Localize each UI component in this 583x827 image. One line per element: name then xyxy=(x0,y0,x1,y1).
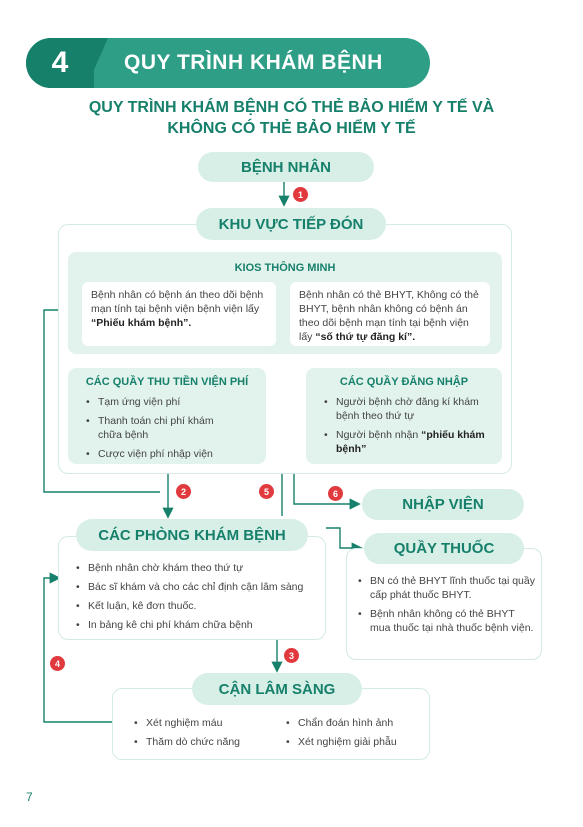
step-badge-6: 6 xyxy=(328,486,343,501)
section-title: QUY TRÌNH KHÁM BỆNH xyxy=(124,51,383,74)
node-benh-nhan: BỆNH NHÂN xyxy=(198,152,374,182)
list-item: • Tạm ứng viện phí xyxy=(84,395,256,409)
node-quay-thuoc: QUẦY THUỐC xyxy=(364,533,524,564)
can-lam-sang-col-1 xyxy=(132,716,272,754)
quay-thu-tien-list xyxy=(84,395,256,466)
list-item xyxy=(322,428,494,456)
list-item: • In bảng kê chi phí khám chữa bệnh xyxy=(74,618,322,632)
dang-nhap-item2-text: Người bệnh nhận xyxy=(336,429,422,441)
node-can-lam-sang: CẬN LÂM SÀNG xyxy=(192,673,362,705)
kios-left-bold: “Phiếu khám bệnh”. xyxy=(91,317,192,329)
step-badge-5: 5 xyxy=(259,484,274,499)
list-item: • Bác sĩ khám và cho các chỉ định cận lâm sàng xyxy=(74,580,322,594)
step-badge-4: 4 xyxy=(50,656,65,671)
phong-kham-list xyxy=(74,561,322,637)
node-nhap-vien: NHẬP VIỆN xyxy=(362,489,524,520)
list-item: • Kết luận, kê đơn thuốc. xyxy=(74,599,322,613)
list-item: • Cược viện phí nhập viện xyxy=(84,447,256,461)
list-item: • Thanh toán chi phí khám chữa bệnh xyxy=(84,414,256,442)
quay-dang-nhap-title: CÁC QUẦY ĐĂNG NHẬP xyxy=(339,376,469,388)
page-number: 7 xyxy=(26,790,33,804)
kios-title: KIOS THÔNG MINH xyxy=(234,262,336,274)
quay-thuoc-list xyxy=(356,574,536,640)
kios-left-box xyxy=(82,282,276,346)
list-item: • BN có thẻ BHYT lĩnh thuốc tại quầy cấp phát thuốc BHYT. xyxy=(356,574,536,602)
arrow-quaythuoc xyxy=(326,528,360,548)
kios-left-text: Bệnh nhân có bệnh án theo dõi bệnh mạn tính tại bệnh viện bệnh viện lấy xyxy=(91,289,264,315)
step-badge-3: 3 xyxy=(284,648,299,663)
list-item: • Xét nghiệm giải phẫu xyxy=(284,735,424,749)
subtitle-line-1: QUY TRÌNH KHÁM BỆNH CÓ THẺ BẢO HIỂM Y TẾ VÀ xyxy=(88,99,495,116)
dang-nhap-item2-bold: “phiếu khám bệnh” xyxy=(336,429,485,455)
kios-right-box xyxy=(290,282,490,346)
list-item: • Thăm dò chức năng xyxy=(132,735,272,749)
section-number: 4 xyxy=(26,38,94,88)
quay-thu-tien-title: CÁC QUẦY THU TIỀN VIỆN PHÍ xyxy=(85,376,249,388)
list-item: • Bệnh nhân không có thẻ BHYT mua thuốc tại nhà thuốc bệnh viện. xyxy=(356,607,536,635)
step-badge-1: 1 xyxy=(293,187,308,202)
step-badge-2: 2 xyxy=(176,484,191,499)
list-item: • Người bệnh chờ đăng kí khám bệnh theo thứ tự xyxy=(322,395,494,423)
kios-right-text: Bệnh nhân có thẻ BHYT, Không có thẻ BHYT, bệnh nhân không có bệnh án theo dõi bệnh mạn tính tại bệnh viện lấy xyxy=(299,289,479,343)
quay-dang-nhap-list xyxy=(322,395,494,461)
list-item: • Chẩn đoán hình ảnh xyxy=(284,716,424,730)
node-khu-vuc-tiep-don: KHU VỰC TIẾP ĐÓN xyxy=(196,208,386,240)
list-item: • Xét nghiệm máu xyxy=(132,716,272,730)
node-phong-kham: CÁC PHÒNG KHÁM BỆNH xyxy=(76,519,308,551)
can-lam-sang-col-2 xyxy=(284,716,424,754)
subtitle-line-2: KHÔNG CÓ THẺ BẢO HIỂM Y TẾ xyxy=(167,120,416,137)
kios-right-bold: “số thứ tự đăng kí”. xyxy=(315,331,416,343)
list-item: • Bệnh nhân chờ khám theo thứ tự xyxy=(74,561,322,575)
